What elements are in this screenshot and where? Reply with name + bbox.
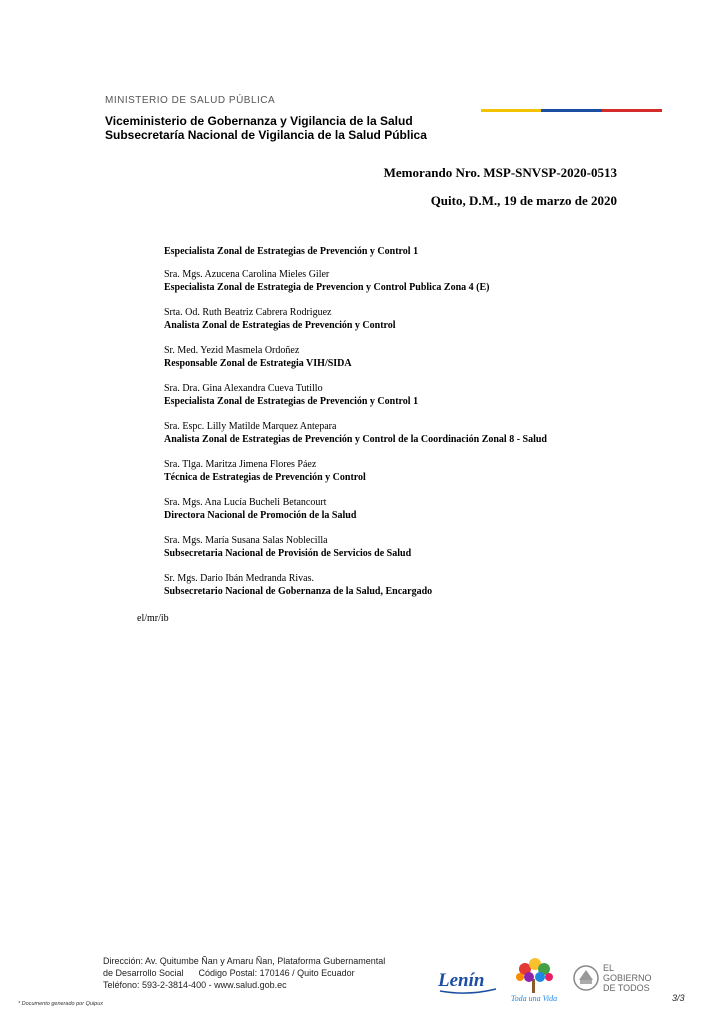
recipient-name: Sr. Med. Yezid Masmela Ordoñez	[164, 345, 300, 356]
recipient-entry	[164, 345, 644, 370]
recipient-entry	[164, 535, 644, 560]
subsecretariat-title: Subsecretaría Nacional de Vigilancia de la Salud Pública	[105, 128, 427, 142]
flag-blue-stripe	[541, 109, 601, 112]
gov-logo-line3: DE TODOS	[603, 983, 650, 993]
footer-address-line: de Desarrollo Social Código Postal: 170146 / Quito Ecuador	[103, 968, 355, 978]
recipient-name: Sra. Tlga. Maritza Jimena Flores Páez	[164, 459, 317, 470]
recipient-role: Subsecretaria Nacional de Provisión de Servicios de Salud	[164, 547, 412, 559]
recipient-role: Analista Zonal de Estrategias de Prevención y Control de la Coordinación Zonal 8 - Salud	[164, 433, 547, 445]
recipient-role: Especialista Zonal de Estrategias de Prevención y Control 1	[164, 395, 419, 407]
footer-address-line: Dirección: Av. Quitumbe Ñan y Amaru Ñan, Plataforma Gubernamental	[103, 956, 386, 966]
gov-logo-line1: EL	[603, 963, 615, 973]
flag-red-stripe	[602, 109, 662, 112]
recipient-name: Sra. Mgs. María Susana Salas Noblecilla	[164, 535, 328, 546]
recipient-name: Srta. Od. Ruth Beatriz Cabrera Rodriguez	[164, 307, 332, 318]
memo-date: Quito, D.M., 19 de marzo de 2020	[430, 193, 617, 208]
flag-yellow-stripe	[481, 109, 541, 112]
recipient-role: Responsable Zonal de Estrategia VIH/SIDA	[164, 357, 352, 369]
page-number: 3/3	[672, 993, 685, 1003]
footer-address-line: Teléfono: 593-2-3814-400 - www.salud.gob.ec	[103, 980, 287, 990]
recipient-entry	[164, 459, 644, 484]
viceministry-title: Viceministerio de Gobernanza y Vigilancia de la Salud	[105, 114, 413, 128]
memo-number: Memorando Nro. MSP-SNVSP-2020-0513	[383, 165, 617, 180]
recipient-name: Sra. Espc. Lilly Matilde Marquez Antepara	[164, 421, 337, 432]
recipient-entry	[164, 307, 644, 332]
recipient-name: Sra. Dra. Gina Alexandra Cueva Tutillo	[164, 383, 323, 394]
recipient-entry	[164, 421, 644, 446]
gov-logo-line2: GOBIERNO	[603, 973, 652, 983]
recipients-list	[164, 245, 644, 611]
recipient-name: Sr. Mgs. Dario Ibán Medranda Rivas.	[164, 573, 314, 584]
recipient-entry	[164, 573, 644, 598]
recipient-entry	[164, 383, 644, 408]
ministry-label: MINISTERIO DE SALUD PÚBLICA	[105, 95, 276, 106]
lenin-logo-text: Lenín	[438, 970, 485, 991]
recipient-first-title: Especialista Zonal de Estrategias de Prevención y Control 1	[164, 246, 419, 257]
recipient-name: Sra. Mgs. Ana Lucía Bucheli Betancourt	[164, 497, 327, 508]
toda-una-vida-text: Toda una Vida	[510, 994, 558, 1003]
recipient-role: Técnica de Estrategias de Prevención y Control	[164, 471, 366, 483]
recipient-role: Analista Zonal de Estrategias de Prevención y Control	[164, 319, 396, 331]
footer-address	[103, 955, 385, 991]
lenin-logo	[436, 965, 500, 997]
recipient-entry	[164, 269, 644, 294]
recipient-entry	[164, 497, 644, 522]
flag-tricolor-bar	[481, 109, 662, 112]
recipient-role: Directora Nacional de Promoción de la Salud	[164, 509, 357, 521]
generated-note: * Documento generado por Quipux	[18, 1001, 103, 1007]
author-initials: el/mr/ib	[137, 613, 169, 624]
toda-una-vida-logo	[505, 955, 563, 1003]
gobierno-de-todos-logo	[571, 960, 661, 996]
recipient-name: Sra. Mgs. Azucena Carolina Mieles Giler	[164, 269, 330, 280]
recipient-role: Subsecretario Nacional de Gobernanza de la Salud, Encargado	[164, 585, 433, 597]
recipient-role: Especialista Zonal de Estrategia de Prevencion y Control Publica Zona 4 (E)	[164, 281, 490, 293]
